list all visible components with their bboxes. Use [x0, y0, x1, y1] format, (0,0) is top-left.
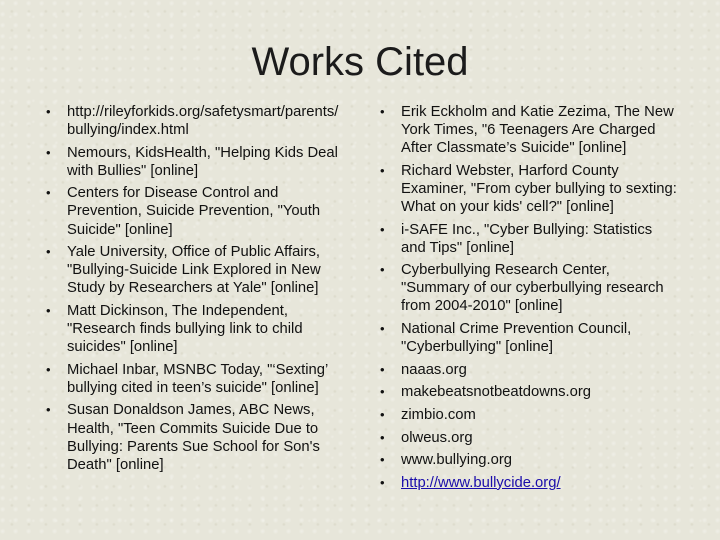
bullet-icon: •	[46, 144, 51, 160]
citation-text: Centers for Disease Control and Prevention, Suicide Prevention, "Youth Suicide" [online]	[67, 185, 321, 238]
citation-text: Matt Dickinson, The Independent, "Research finds bullying link to child suicides" [online]	[67, 302, 303, 356]
citation-text: olweus.org	[401, 429, 473, 446]
bullet-icon: •	[380, 474, 385, 490]
citation-item	[44, 361, 344, 397]
citation-item	[378, 451, 678, 469]
bullet-icon: •	[380, 429, 385, 445]
citation-text: i-SAFE Inc., "Cyber Bullying: Statistics and Tips" [online]	[401, 221, 653, 256]
bullet-icon: •	[46, 302, 51, 318]
bullet-icon: •	[380, 361, 385, 377]
citation-text: http://rileyforkids.org/safetysmart/parents/bullying/index.html	[67, 104, 339, 139]
bullet-icon: •	[380, 452, 385, 468]
bullet-icon: •	[380, 384, 385, 400]
bullet-icon: •	[380, 262, 385, 278]
bullet-icon: •	[46, 361, 51, 377]
citation-text: www.bullying.org	[401, 452, 513, 469]
citation-item	[44, 302, 344, 356]
bullet-icon: •	[46, 402, 51, 418]
bullet-icon: •	[380, 104, 385, 119]
citation-text: Richard Webster, Harford County Examiner, "From cyber bullying to sexting: What on your kids' cell?" [online]	[401, 162, 677, 215]
citation-item	[44, 144, 344, 180]
citation-list-left	[44, 103, 344, 478]
citation-text: zimbio.com	[401, 406, 476, 423]
citation-text: Yale University, Office of Public Affairs, "Bullying-Suicide Link Explored in New Study by Researchers at Yale" [online]	[67, 244, 321, 297]
citation-item	[378, 361, 678, 379]
citation-item[interactable]	[378, 474, 678, 492]
bullet-icon: •	[380, 406, 385, 422]
bullet-icon: •	[380, 221, 385, 237]
citation-item	[378, 406, 678, 424]
citation-text: Michael Inbar, MSNBC Today, "‘Sexting’ bullying cited in teen’s suicide" [online]	[67, 361, 328, 396]
bullet-icon: •	[380, 321, 385, 337]
citation-text: National Crime Prevention Council, "Cyberbullying" [online]	[401, 321, 632, 356]
citation-item	[44, 103, 344, 139]
citation-text: Nemours, KidsHealth, "Helping Kids Deal with Bullies" [online]	[67, 144, 338, 179]
citation-item	[378, 383, 678, 401]
bullet-icon: •	[46, 104, 51, 119]
citation-item	[44, 401, 344, 473]
citation-text: Susan Donaldson James, ABC News, Health, "Teen Commits Suicide Due to Bullying: Parents Sue School for Son's Death" [online]	[67, 402, 320, 473]
citation-text: makebeatsnotbeatdowns.org	[401, 384, 592, 401]
citation-item	[378, 162, 678, 216]
citation-item	[378, 221, 678, 257]
citation-item	[378, 103, 678, 157]
bullet-icon: •	[380, 162, 385, 178]
citation-item	[378, 320, 678, 356]
citation-list-right	[378, 103, 678, 496]
citation-item	[378, 429, 678, 447]
citation-item	[44, 184, 344, 238]
citation-text: naaas.org	[401, 361, 467, 378]
bullet-icon: •	[46, 244, 51, 260]
citation-text: Cyberbullying Research Center, "Summary of our cyberbullying research from 2004-2010" [online]	[401, 262, 664, 315]
citation-item	[44, 243, 344, 297]
bullet-icon: •	[46, 185, 51, 201]
slide-title: Works Cited	[251, 40, 469, 84]
citation-text: Erik Eckholm and Katie Zezima, The New York Times, "6 Teenagers Are Charged After Classmate’s Suicide" [online]	[401, 104, 674, 157]
bullycide-link[interactable]: http://www.bullycide.org/	[401, 474, 561, 491]
citation-item	[378, 261, 678, 315]
